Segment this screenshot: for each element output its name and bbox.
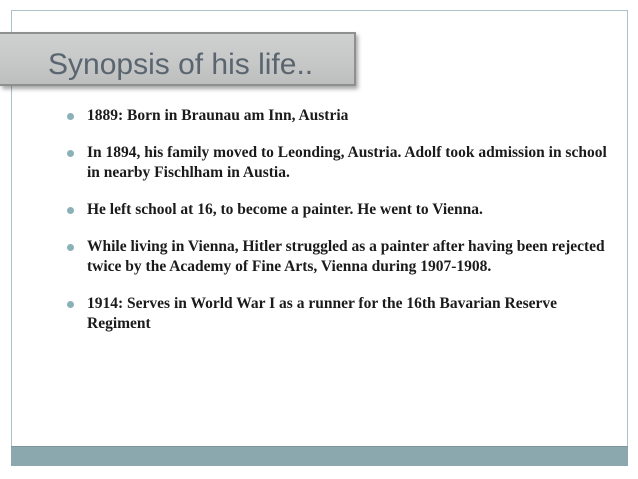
bullet-dot-icon — [67, 244, 74, 251]
bullet-text: 1889: Born in Braunau am Inn, Austria — [87, 107, 349, 124]
bullet-dot-icon — [67, 150, 74, 157]
bullet-dot-icon — [67, 207, 74, 214]
bullet-text: While living in Vienna, Hitler struggled as a painter after having been rejected twice by the Academy of Fine Arts, Vienna during 1907-1908. — [87, 238, 605, 275]
bullet-item — [66, 294, 611, 334]
bullet-item — [66, 200, 611, 220]
bullet-item — [66, 237, 611, 277]
bullet-dot-icon — [67, 301, 74, 308]
slide-title: Synopsis of his life.. — [48, 48, 314, 81]
bullet-item — [66, 106, 611, 126]
bullet-text: In 1894, his family moved to Leonding, Austria. Adolf took admission in school in nearby Fischlham in Austia. — [87, 144, 607, 181]
bullet-text: He left school at 16, to become a painter. He went to Vienna. — [87, 201, 483, 218]
bullet-dot-icon — [67, 113, 74, 120]
bullet-list — [66, 106, 611, 351]
bullet-item — [66, 143, 611, 183]
bullet-text: 1914: Serves in World War I as a runner for the 16th Bavarian Reserve Regiment — [87, 295, 558, 332]
footer-band — [11, 446, 628, 466]
